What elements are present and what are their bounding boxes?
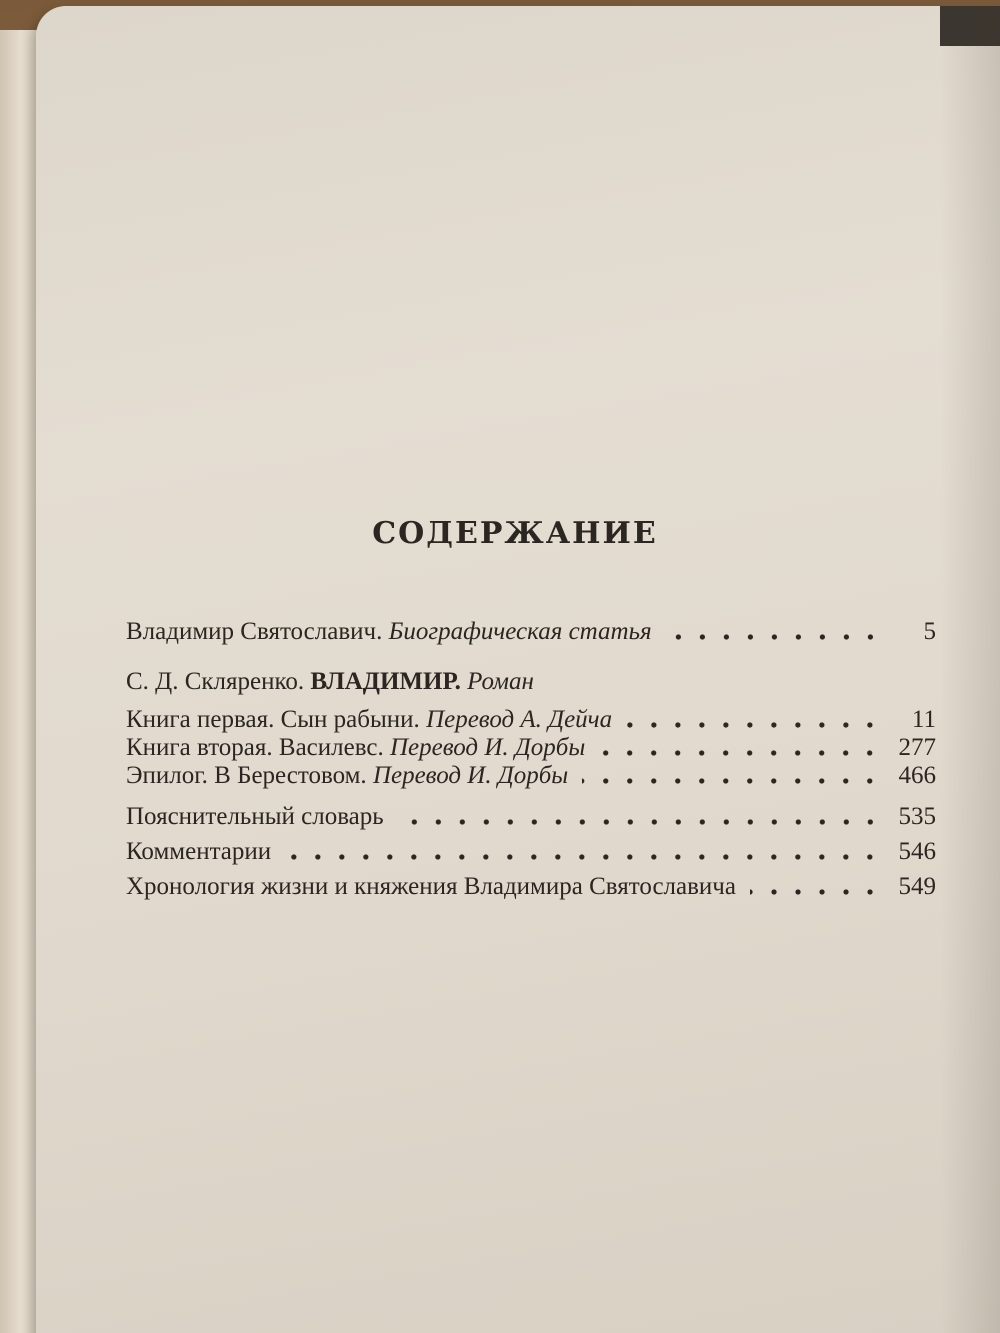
toc-page-number: 11	[911, 706, 936, 733]
dot-leader	[582, 778, 882, 784]
dot-leader	[285, 854, 882, 860]
toc-entry-book-two[interactable]	[126, 732, 936, 762]
author-name: С. Д. Скляренко.	[126, 668, 305, 695]
toc-page-number: 549	[898, 873, 936, 900]
toc-entry-text: Книга вторая. Василевс.	[126, 734, 384, 761]
toc-entry-subtitle: Биографическая статья	[388, 618, 652, 645]
dot-leader	[750, 889, 882, 895]
toc-entry-chronology[interactable]	[126, 871, 936, 901]
work-title: ВЛАДИМИР.	[310, 668, 461, 695]
toc-entry-label	[126, 706, 612, 734]
toc-entry-text: Пояснительный словарь	[126, 803, 384, 830]
toc-page-number: 466	[898, 762, 936, 789]
page-title: СОДЕРЖАНИЕ	[372, 516, 658, 551]
book-page	[36, 6, 1000, 1333]
toc-entry-translator: Перевод И. Дорбы	[372, 762, 569, 789]
book-cover-corner	[940, 6, 1000, 46]
toc-entry-label	[126, 734, 585, 762]
toc-entry-glossary[interactable]	[126, 801, 936, 831]
toc-entry-epilogue[interactable]	[126, 760, 936, 790]
section-heading	[126, 668, 534, 696]
toc-entry-text: Книга первая. Сын рабыни.	[126, 706, 420, 733]
toc-entry-commentary[interactable]	[126, 836, 936, 866]
toc-entry-text: Хронология жизни и княжения Владимира Святославича	[126, 873, 736, 900]
toc-entry-book-one[interactable]	[126, 704, 936, 734]
dot-leader	[666, 634, 882, 640]
toc-entry-label	[126, 618, 652, 646]
toc-entry-text: Эпилог. В Берестовом.	[126, 762, 367, 789]
toc-entry-label	[126, 762, 568, 790]
toc-page-number: 277	[898, 734, 936, 761]
toc-entry-text: Владимир Святославич.	[126, 618, 383, 645]
toc-entry-translator: Перевод И. Дорбы	[389, 734, 586, 761]
dot-leader	[599, 750, 882, 756]
toc-page-number: 5	[923, 618, 936, 645]
work-genre: Роман	[467, 668, 534, 695]
toc-page-number: 535	[898, 803, 936, 830]
toc-entry-biography[interactable]	[126, 616, 936, 646]
toc-entry-translator: Перевод А. Дейча	[426, 706, 613, 733]
dot-leader	[398, 819, 882, 825]
toc-page-number: 546	[898, 838, 936, 865]
toc-entry-text: Комментарии	[126, 838, 272, 865]
dot-leader	[626, 722, 882, 728]
